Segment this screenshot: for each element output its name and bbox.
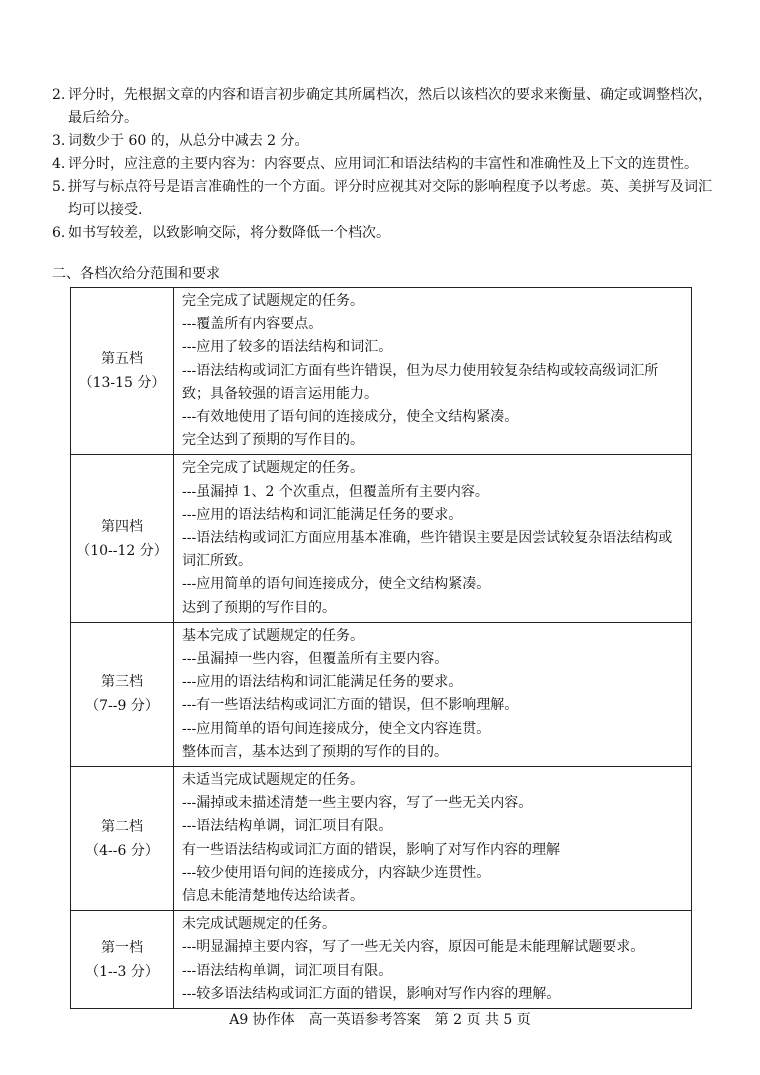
description-line: ---语法结构单调，词汇项目有限。 bbox=[182, 818, 393, 835]
description-line: 未适当完成试题规定的任务。 bbox=[182, 772, 364, 789]
grade-label-cell bbox=[71, 288, 174, 455]
description-line: ---虽漏掉 1、2 个次重点，但覆盖所有主要内容。 bbox=[182, 483, 489, 500]
description-line: ---应用简单的语句间连接成分，使全文结构紧凑。 bbox=[182, 576, 491, 593]
description-line: ---较少使用语句间的连接成分，内容缺少连贯性。 bbox=[182, 864, 491, 881]
grade-row-2 bbox=[71, 767, 692, 911]
grade-name: 第一档 bbox=[101, 939, 143, 956]
rule-text: 评分时，应注意的主要内容为：内容要点、应用词汇和语法结构的丰富性和准确性及上下文的连贯性。 bbox=[68, 156, 698, 172]
description-line: ---明显漏掉主要内容，写了一些无关内容，原因可能是未能理解试题要求。 bbox=[182, 939, 645, 956]
description-line: ---有一些语法结构或词汇方面的错误，但不影响理解。 bbox=[182, 697, 519, 714]
description-line: 完全完成了试题规定的任务。 bbox=[182, 460, 364, 477]
grade-description-cell bbox=[174, 622, 692, 766]
grade-description-cell bbox=[174, 911, 692, 1009]
page-footer: A9 协作体 高一英语参考答案 第 2 页 共 5 页 bbox=[229, 1012, 531, 1028]
description-line: ---语法结构或词汇方面应用基本准确，些许错误主要是因尝试较复杂语法结构或词汇所致。 bbox=[182, 530, 673, 570]
description-line: ---应用的语法结构和词汇能满足任务的要求。 bbox=[182, 674, 463, 691]
description-line: ---漏掉或未描述清楚一些主要内容，写了一些无关内容。 bbox=[182, 795, 533, 812]
description-line: 未完成试题规定的任务。 bbox=[182, 916, 336, 933]
rule-number: 5. bbox=[52, 179, 66, 195]
description-line: ---语法结构单调，词汇项目有限。 bbox=[182, 962, 393, 979]
rule-item bbox=[52, 130, 722, 153]
grade-label-cell bbox=[71, 911, 174, 1009]
grade-row-3 bbox=[71, 622, 692, 766]
grade-row-1 bbox=[71, 911, 692, 1009]
grade-name: 第五档 bbox=[101, 351, 143, 368]
grade-label-cell bbox=[71, 767, 174, 911]
description-line: 基本完成了试题规定的任务。 bbox=[182, 627, 364, 644]
rule-number: 4. bbox=[52, 156, 66, 172]
rule-item bbox=[52, 84, 722, 130]
description-line: ---应用的语法结构和词汇能满足任务的要求。 bbox=[182, 506, 463, 523]
rule-text: 词数少于 60 的，从总分中减去 2 分。 bbox=[68, 133, 309, 149]
grade-range: （4--6 分） bbox=[85, 842, 159, 859]
grade-range: （10--12 分） bbox=[76, 542, 168, 559]
grade-range: （13-15 分） bbox=[78, 375, 166, 392]
grade-name: 第二档 bbox=[101, 818, 143, 835]
grade-name: 第三档 bbox=[101, 674, 143, 691]
rule-item bbox=[52, 176, 722, 222]
description-line: 有一些语法结构或词汇方面的错误，影响了对写作内容的理解 bbox=[182, 841, 560, 858]
grade-table bbox=[70, 287, 692, 1009]
grade-range: （7--9 分） bbox=[85, 698, 159, 715]
grade-row-4 bbox=[71, 455, 692, 622]
description-line: ---有效地使用了语句间的连接成分，使全文结构紧凑。 bbox=[182, 409, 519, 426]
grade-description-cell bbox=[174, 455, 692, 622]
grade-description-cell bbox=[174, 288, 692, 455]
rule-number: 6. bbox=[52, 225, 66, 241]
grade-description-cell bbox=[174, 767, 692, 911]
grade-range: （1--3 分） bbox=[85, 963, 159, 980]
description-line: 信息未能清楚地传达给读者。 bbox=[182, 888, 364, 905]
rule-number: 3. bbox=[52, 133, 66, 149]
rule-text: 拼写与标点符号是语言准确性的一个方面。评分时应视其对交际的影响程度予以考虑。英、美拼写及词汇均可以接受. bbox=[68, 179, 712, 218]
rule-number: 2. bbox=[52, 87, 66, 103]
rule-text: 如书写较差，以致影响交际，将分数降低一个档次。 bbox=[68, 225, 390, 241]
grade-label-cell bbox=[71, 622, 174, 766]
rule-item bbox=[52, 153, 722, 176]
description-line: ---应用了较多的语法结构和词汇。 bbox=[182, 339, 393, 356]
description-line: ---覆盖所有内容要点。 bbox=[182, 316, 323, 333]
description-line: 完全达到了预期的写作目的。 bbox=[182, 432, 364, 449]
grade-row-5 bbox=[71, 288, 692, 455]
description-line: 整体而言，基本达到了预期的写作的目的。 bbox=[182, 743, 448, 760]
section-title: 二、各档次给分范围和要求 bbox=[52, 266, 220, 282]
description-line: ---虽漏掉一些内容，但覆盖所有主要内容。 bbox=[182, 651, 449, 668]
description-line: ---较多语法结构或词汇方面的错误，影响对写作内容的理解。 bbox=[182, 985, 561, 1002]
description-line: 完全完成了试题规定的任务。 bbox=[182, 293, 364, 309]
rule-text: 评分时，先根据文章的内容和语言初步确定其所属档次，然后以该档次的要求来衡量、确定或调整档次，最后给分。 bbox=[68, 87, 712, 126]
description-line: 达到了预期的写作目的。 bbox=[182, 599, 336, 616]
rule-item bbox=[52, 222, 722, 245]
grade-label-cell bbox=[71, 455, 174, 622]
scoring-rules-list bbox=[52, 84, 722, 245]
description-line: ---应用简单的语句间连接成分，使全文内容连贯。 bbox=[182, 720, 491, 737]
description-line: ---语法结构或词汇方面有些许错误，但为尽力使用较复杂结构或较高级词汇所致；具备较强的语言运用能力。 bbox=[182, 362, 659, 402]
grade-name: 第四档 bbox=[101, 518, 143, 535]
